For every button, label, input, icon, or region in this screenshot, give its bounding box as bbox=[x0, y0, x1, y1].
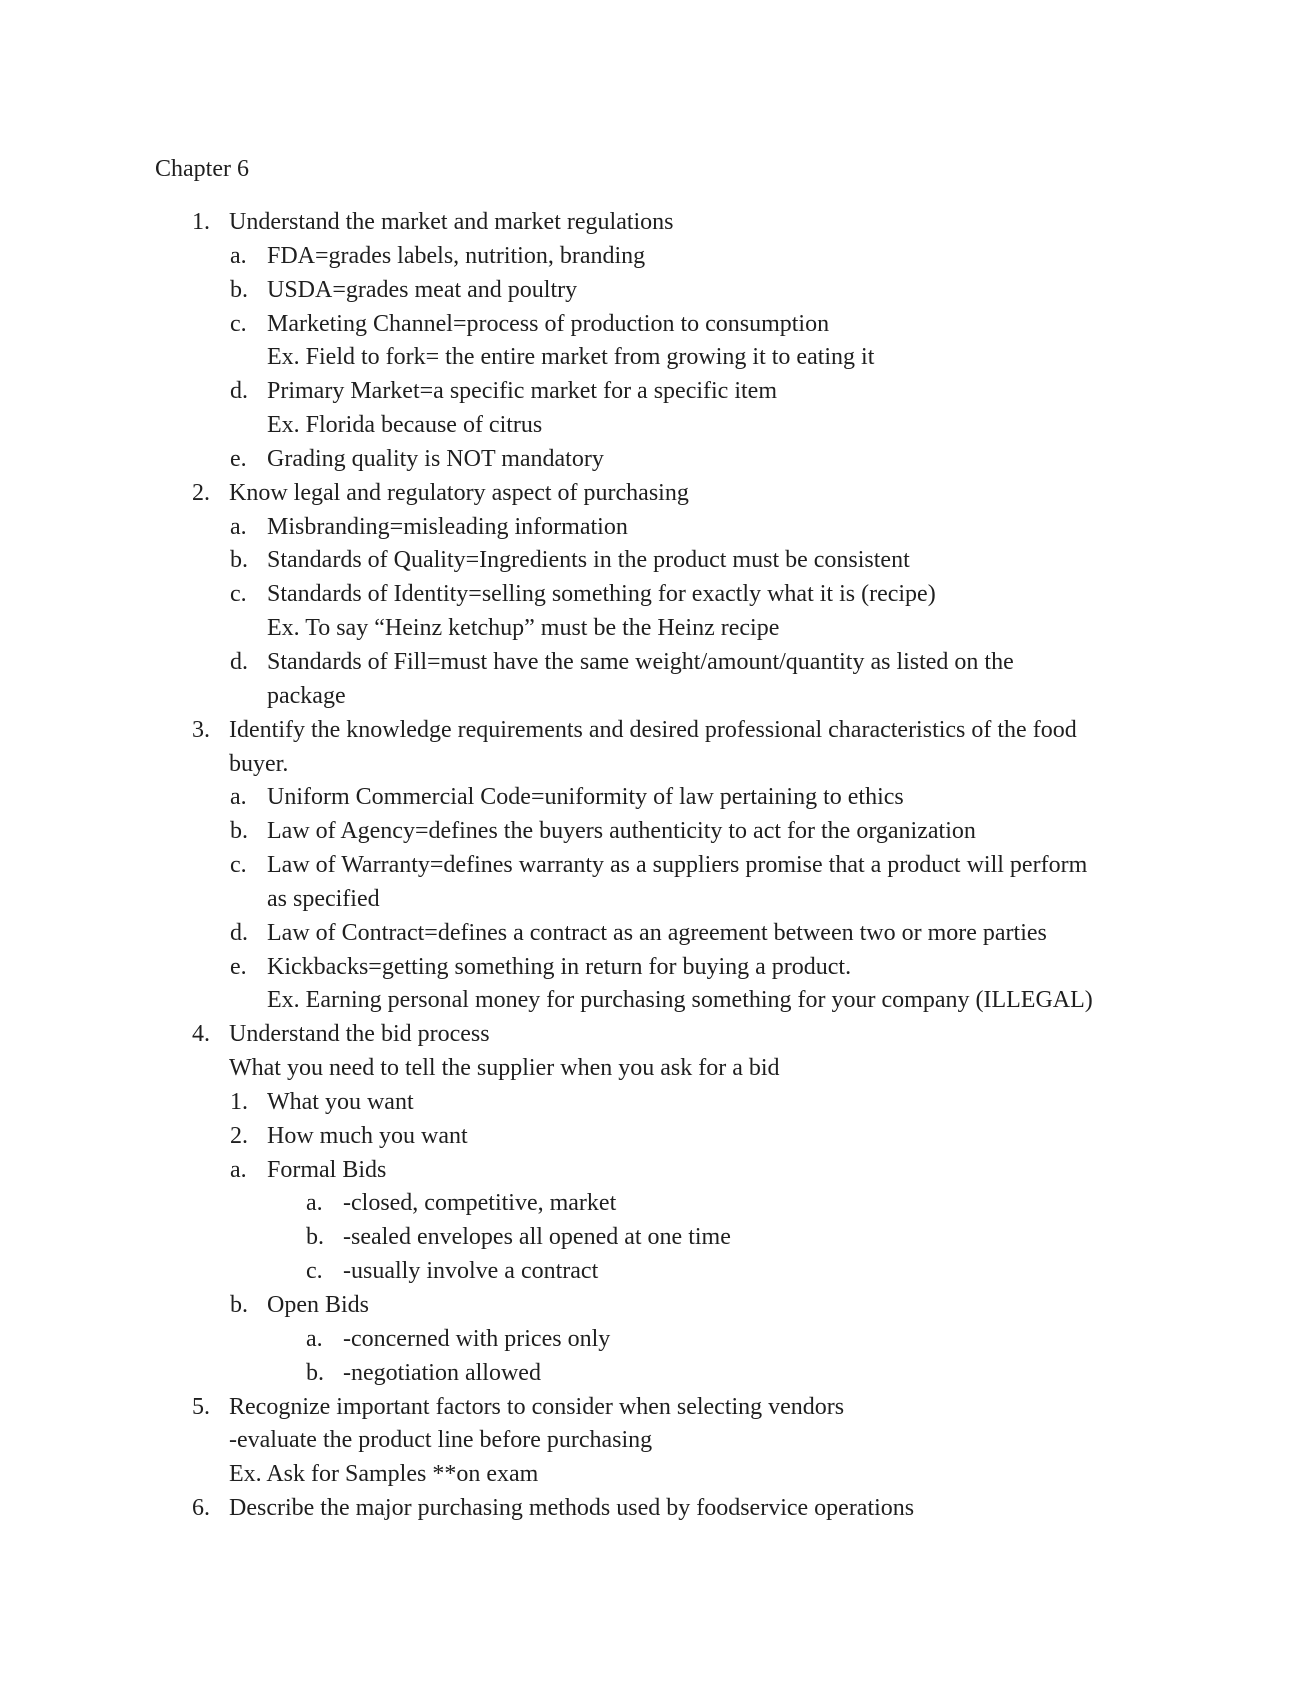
outline-line bbox=[0, 1221, 1306, 1255]
list-item-text: -concerned with prices only bbox=[343, 1325, 611, 1352]
list-marker: 4. bbox=[192, 1021, 210, 1048]
outline-line bbox=[0, 1492, 1306, 1526]
list-marker: 2. bbox=[230, 1122, 248, 1149]
list-item-text: What you need to tell the supplier when you ask for a bid bbox=[229, 1055, 780, 1082]
outline-line bbox=[0, 1289, 1306, 1323]
outline-line bbox=[0, 544, 1306, 578]
list-item-text: -usually involve a contract bbox=[343, 1258, 599, 1285]
outline-line bbox=[0, 1255, 1306, 1289]
outline-line bbox=[0, 748, 1306, 782]
outline-line bbox=[0, 308, 1306, 342]
outline-line bbox=[0, 1391, 1306, 1425]
outline-line bbox=[0, 1154, 1306, 1188]
list-marker: e. bbox=[230, 953, 247, 980]
outline-line bbox=[0, 409, 1306, 443]
list-marker: 1. bbox=[230, 1088, 248, 1115]
list-item-text: Describe the major purchasing methods used by foodservice operations bbox=[229, 1495, 915, 1522]
list-item-text: -negotiation allowed bbox=[343, 1359, 541, 1386]
outline-line bbox=[0, 951, 1306, 985]
list-marker: b. bbox=[306, 1359, 324, 1386]
list-item-text: Standards of Identity=selling something for exactly what it is (recipe) bbox=[267, 581, 936, 608]
outline-line bbox=[0, 612, 1306, 646]
list-item-text: Identify the knowledge requirements and desired professional characteristics of the food bbox=[229, 716, 1077, 743]
list-marker: b. bbox=[230, 547, 248, 574]
list-item-text: Standards of Fill=must have the same weight/amount/quantity as listed on the bbox=[267, 648, 1014, 675]
list-marker: c. bbox=[230, 852, 247, 879]
list-marker: d. bbox=[230, 378, 248, 405]
list-item-text: Recognize important factors to consider when selecting vendors bbox=[229, 1393, 845, 1420]
list-item-text: Know legal and regulatory aspect of purchasing bbox=[229, 479, 689, 506]
list-marker: a. bbox=[230, 1156, 247, 1183]
list-marker: 5. bbox=[192, 1393, 210, 1420]
outline-line bbox=[0, 477, 1306, 511]
outline-line bbox=[0, 375, 1306, 409]
outline-list bbox=[0, 206, 1306, 1526]
list-marker: e. bbox=[230, 445, 247, 472]
list-item-text: Ex. Earning personal money for purchasing something for your company (ILLEGAL) bbox=[267, 987, 1093, 1014]
list-marker: 1. bbox=[192, 209, 210, 235]
list-marker: b. bbox=[306, 1224, 324, 1251]
list-item-text: Grading quality is NOT mandatory bbox=[267, 445, 604, 472]
list-item-text: Misbranding=misleading information bbox=[267, 513, 628, 540]
list-item-text: Formal Bids bbox=[267, 1156, 387, 1183]
list-item-text: Understand the bid process bbox=[229, 1021, 490, 1048]
list-item-text: package bbox=[267, 682, 346, 709]
list-marker: c. bbox=[306, 1258, 323, 1285]
list-marker: b. bbox=[230, 818, 248, 845]
list-item-text: buyer. bbox=[229, 750, 289, 777]
list-marker: c. bbox=[230, 581, 247, 608]
outline-line bbox=[0, 1187, 1306, 1221]
outline-line bbox=[0, 1458, 1306, 1492]
outline-line bbox=[0, 917, 1306, 951]
list-marker: d. bbox=[230, 919, 248, 946]
list-item-text: What you want bbox=[267, 1088, 414, 1115]
outline-line bbox=[0, 443, 1306, 477]
outline-line bbox=[0, 1424, 1306, 1458]
list-item-text: How much you want bbox=[267, 1122, 468, 1149]
outline-line bbox=[0, 680, 1306, 714]
list-marker: b. bbox=[230, 1292, 248, 1318]
outline-line bbox=[0, 578, 1306, 612]
outline-line bbox=[0, 1052, 1306, 1086]
list-item-text: Open Bids bbox=[267, 1292, 369, 1318]
outline-line bbox=[0, 815, 1306, 849]
list-item-text: -sealed envelopes all opened at one time bbox=[343, 1224, 731, 1251]
list-item-text: -closed, competitive, market bbox=[343, 1190, 617, 1217]
outline-line bbox=[0, 1086, 1306, 1120]
outline-line bbox=[0, 1323, 1306, 1357]
list-marker: d. bbox=[230, 648, 248, 675]
list-item-text: Understand the market and market regulations bbox=[229, 209, 674, 235]
list-item-text: USDA=grades meat and poultry bbox=[267, 276, 578, 303]
list-item-text: Law of Agency=defines the buyers authenticity to act for the organization bbox=[267, 818, 976, 845]
list-item-text: Ex. To say “Heinz ketchup” must be the Heinz recipe bbox=[267, 615, 780, 642]
list-marker: 6. bbox=[192, 1495, 210, 1522]
outline-line bbox=[0, 1357, 1306, 1391]
list-item-text: -evaluate the product line before purchasing bbox=[229, 1427, 653, 1454]
outline-line bbox=[0, 646, 1306, 680]
list-marker: a. bbox=[230, 513, 247, 540]
list-item-text: Ex. Ask for Samples **on exam bbox=[229, 1461, 539, 1488]
outline-line bbox=[0, 1120, 1306, 1154]
list-item-text: Kickbacks=getting something in return for buying a product. bbox=[267, 953, 852, 980]
outline-line bbox=[0, 511, 1306, 545]
outline-line bbox=[0, 341, 1306, 375]
list-item-text: Ex. Field to fork= the entire market from growing it to eating it bbox=[267, 344, 875, 371]
outline-line bbox=[0, 984, 1306, 1018]
page-title: Chapter 6 bbox=[155, 156, 249, 182]
list-marker: a. bbox=[230, 784, 247, 811]
list-item-text: as specified bbox=[267, 885, 380, 912]
outline-line bbox=[0, 206, 1306, 240]
list-item-text: Law of Warranty=defines warranty as a suppliers promise that a product will perform bbox=[267, 852, 1088, 879]
list-marker: 2. bbox=[192, 479, 210, 506]
outline-line bbox=[0, 274, 1306, 308]
outline-line bbox=[0, 849, 1306, 883]
list-item-text: Primary Market=a specific market for a specific item bbox=[267, 378, 777, 405]
list-marker: b. bbox=[230, 276, 248, 303]
outline-line bbox=[0, 883, 1306, 917]
outline-line bbox=[0, 781, 1306, 815]
list-item-text: Standards of Quality=Ingredients in the product must be consistent bbox=[267, 547, 910, 574]
list-marker: c. bbox=[230, 310, 247, 337]
list-item-text: Marketing Channel=process of production to consumption bbox=[267, 310, 830, 337]
list-marker: a. bbox=[306, 1325, 323, 1352]
list-item-text: FDA=grades labels, nutrition, branding bbox=[267, 242, 646, 269]
list-item-text: Ex. Florida because of citrus bbox=[267, 412, 543, 439]
list-item-text: Law of Contract=defines a contract as an agreement between two or more parties bbox=[267, 919, 1047, 946]
list-marker: 3. bbox=[192, 716, 210, 743]
outline-line bbox=[0, 240, 1306, 274]
list-item-text: Uniform Commercial Code=uniformity of law pertaining to ethics bbox=[267, 784, 904, 811]
outline-line bbox=[0, 1018, 1306, 1052]
list-marker: a. bbox=[230, 242, 247, 269]
outline-line bbox=[0, 714, 1306, 748]
list-marker: a. bbox=[306, 1190, 323, 1217]
